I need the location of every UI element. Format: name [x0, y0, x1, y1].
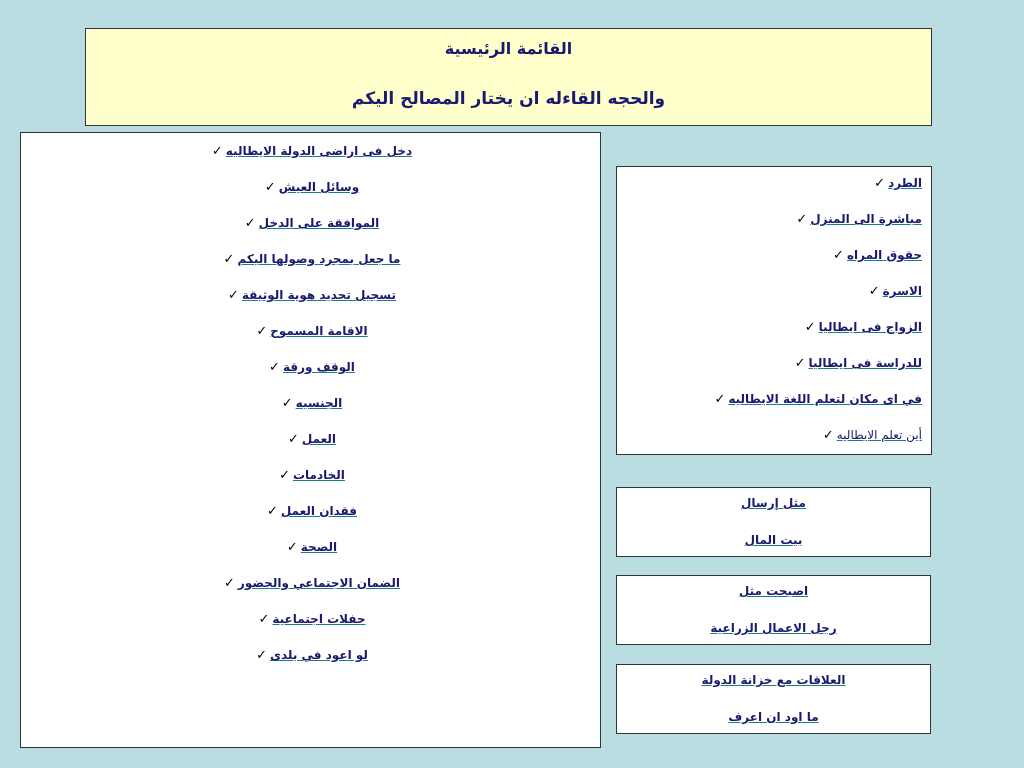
main-menu-item: [21, 428, 600, 464]
menu-link[interactable]: الموافقة على الدخل: [258, 216, 380, 230]
check-icon: ✓: [794, 356, 806, 371]
check-icon: ✓: [833, 248, 844, 263]
side-menu-item: [711, 424, 922, 460]
menu-link[interactable]: فقدان العمل: [280, 504, 357, 518]
become-link[interactable]: اصبحت مثل: [738, 584, 809, 598]
check-icon: ✓: [223, 252, 235, 267]
menu-link[interactable]: وسائل العيش: [278, 180, 360, 194]
menu-link[interactable]: لو اعود في بلدى: [270, 648, 368, 662]
side-link[interactable]: حقوق المراه: [846, 248, 922, 262]
check-icon: ✓: [258, 612, 270, 627]
check-icon: ✓: [281, 396, 293, 411]
check-icon: ✓: [868, 284, 880, 299]
side-link[interactable]: مباشرة الى المنزل: [810, 212, 922, 226]
menu-link[interactable]: دخل فى اراضى الدولة الايطاليه: [225, 144, 413, 158]
check-icon: ✓: [286, 540, 298, 555]
main-menu-item: [21, 212, 600, 248]
side-menu-item: [711, 208, 922, 244]
menu-link[interactable]: العمل: [301, 432, 337, 446]
menu-link[interactable]: الصحة: [300, 540, 338, 554]
main-menu-item: [21, 284, 600, 320]
check-icon: ✓: [279, 468, 290, 483]
menu-link[interactable]: الوقف ورقة: [282, 360, 355, 374]
main-menu-item: [21, 356, 600, 392]
menu-link[interactable]: الضمان الاجتماعي والحضور: [237, 576, 400, 590]
side-link[interactable]: الزواج فى ايطاليا: [818, 320, 922, 334]
side-link[interactable]: في اى مكان لتعلم اللغة الايطاليه: [728, 392, 922, 406]
main-menu-item: [21, 500, 600, 536]
check-icon: ✓: [266, 504, 278, 519]
main-menu-item: [21, 464, 600, 500]
side-link[interactable]: أين تعلم الايطاليه: [836, 428, 922, 442]
side-menu-item: [711, 280, 922, 316]
check-icon: ✓: [224, 576, 235, 591]
side-link[interactable]: الاسرة: [882, 284, 922, 298]
check-icon: ✓: [256, 648, 267, 663]
side-link[interactable]: للدراسة فى ايطاليا: [808, 356, 922, 370]
side-menu-item: [711, 172, 922, 208]
header-banner: [85, 28, 932, 126]
side-menu-item: [711, 388, 922, 424]
menu-link[interactable]: الاقامة المسموح: [270, 324, 368, 338]
main-menu-item: [21, 608, 600, 644]
menu-link[interactable]: تسجيل تحديد هوية الوثيقة: [241, 288, 397, 302]
menu-link[interactable]: ما جعل بمجرد وصولها اليكم: [237, 252, 401, 266]
main-menu-item: [21, 392, 600, 428]
check-icon: ✓: [796, 212, 808, 227]
state-treasury-relations-link[interactable]: العلاقات مع خزانة الدولة: [701, 673, 846, 687]
page-subtitle: والحجه القاءله ان يختار المصالح اليكم: [351, 89, 666, 109]
state-relations-box: [616, 664, 931, 734]
side-menu-panel: [616, 166, 932, 455]
main-menu-item: [21, 320, 600, 356]
side-menu-item: [711, 352, 922, 388]
check-icon: ✓: [256, 324, 268, 339]
check-icon: ✓: [227, 288, 239, 303]
money-transfer-box: [616, 487, 931, 557]
menu-link[interactable]: حفلات اجتماعية: [272, 612, 366, 626]
check-icon: ✓: [264, 180, 276, 195]
check-icon: ✓: [804, 320, 816, 335]
side-menu-list: [711, 172, 922, 460]
main-menu-item: [21, 248, 600, 284]
main-menu-item: [21, 140, 600, 176]
want-to-know-link[interactable]: ما اود ان اعرف: [728, 710, 819, 724]
main-menu-list: [21, 140, 600, 680]
check-icon: ✓: [211, 144, 223, 159]
check-icon: ✓: [874, 176, 886, 191]
main-menu-panel: [20, 132, 601, 748]
main-menu-item: [21, 536, 600, 572]
treasury-link[interactable]: بيت المال: [744, 533, 803, 547]
check-icon: ✓: [822, 428, 834, 443]
check-icon: ✓: [269, 360, 280, 375]
menu-link[interactable]: الجنسيه: [295, 396, 343, 410]
page-title: القائمة الرئيسية: [444, 39, 573, 58]
main-menu-item: [21, 644, 600, 680]
check-icon: ✓: [287, 432, 299, 447]
side-menu-item: [711, 316, 922, 352]
menu-link[interactable]: الخادمات: [292, 468, 345, 482]
business-box: [616, 575, 931, 645]
agri-business-link[interactable]: رجل الاعمال الزراعية: [710, 621, 837, 635]
main-menu-item: [21, 572, 600, 608]
check-icon: ✓: [714, 392, 726, 407]
side-menu-item: [711, 244, 922, 280]
main-menu-item: [21, 176, 600, 212]
check-icon: ✓: [244, 216, 256, 231]
money-transfer-link[interactable]: مثل إرسال: [741, 496, 806, 510]
side-link[interactable]: الطرد: [888, 176, 922, 190]
